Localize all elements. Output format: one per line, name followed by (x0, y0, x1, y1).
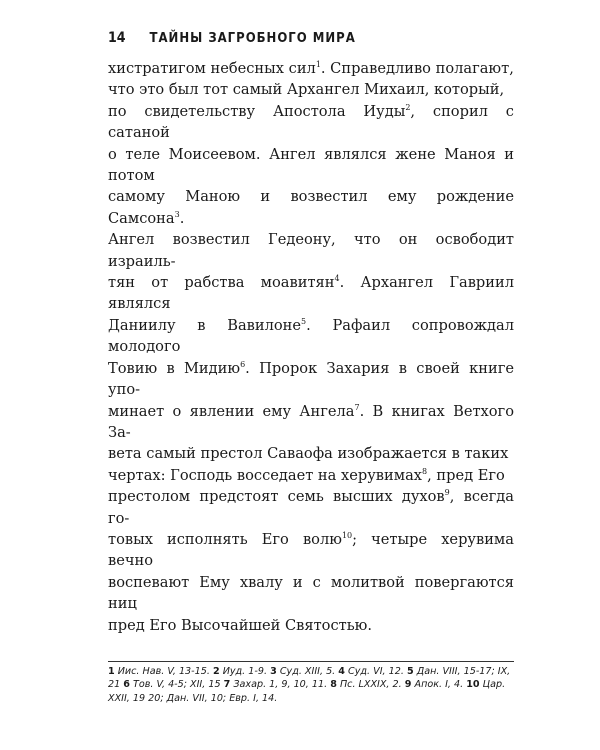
footnote-reference: Иуд. 1-9. (222, 666, 267, 677)
body-line (108, 615, 514, 636)
body-line (108, 465, 514, 486)
footnotes (108, 665, 516, 705)
body-text-span: , всегда го- (108, 488, 514, 527)
body-line (108, 358, 514, 401)
body-text-span: по свидетельству Апостола Иуды (108, 102, 406, 120)
footnote-number: 2 (212, 666, 220, 677)
body-text-span: хистратигом небесных сил (108, 60, 316, 77)
footnote-number: 8 (330, 679, 337, 691)
body-text-span: воспевают Ему хвалу и с молитвой повергаются ниц (108, 573, 514, 613)
body-text-span: Ангел возвестил Гедеону, что он освободит израиль- (108, 231, 514, 270)
body-text-span: товых исполнять Его волю (108, 530, 342, 548)
body-text-span: . В книгах Ветхого За- (108, 402, 514, 441)
body-text-span: самому Маною и возвестил ему рождение Самсона (108, 188, 514, 227)
body-line (108, 486, 514, 529)
body-line (108, 272, 514, 315)
footnote-marker: 9 (444, 488, 450, 498)
body-line (108, 101, 514, 144)
footnote-marker: 5 (301, 317, 307, 327)
footnote-marker: 1 (315, 60, 321, 70)
footnote-reference: Апок. I, 4. (414, 679, 464, 691)
body-text-span: Товию в Мидию (108, 359, 241, 377)
body-text-span: тян от рабства моавитян (108, 274, 335, 292)
body-line (108, 572, 514, 615)
body-text-span: вета самый престол Саваофа изображается в таких (108, 445, 509, 463)
body-text-span: что это был тот самый Архангел Михаил, который, (108, 81, 505, 99)
body-text-span: . Пророк Захария в своей книге упо- (108, 359, 514, 399)
footnote-marker: 3 (174, 209, 180, 219)
body-text-span: пред Его Высочайшей Святостью. (108, 616, 372, 634)
page-number: 14 (108, 30, 126, 46)
body-text-span: , спорил с сатаной (108, 102, 514, 142)
body-line (108, 315, 514, 358)
footnote-number: 1 (108, 666, 115, 677)
footnote-marker: 7 (354, 402, 360, 412)
footnote-reference: Пс. LXXIX, 2. (339, 679, 402, 691)
body-text-span: . (179, 209, 185, 227)
footnote-reference: Суд. XIII, 5. (279, 666, 336, 677)
footnote-number: 6 (123, 679, 130, 691)
footnote-reference: Суд. VI, 12. (348, 666, 404, 677)
footnote-number: 7 (223, 679, 231, 691)
body-line (108, 79, 514, 100)
body-line (108, 529, 514, 572)
footnote-reference: Иис. Нав. V, 13-15. (117, 666, 210, 677)
body-text-span: . Архангел Гавриил являлся (108, 274, 514, 313)
running-title: ТАЙНЫ ЗАГРОБНОГО МИРА (149, 31, 356, 46)
body-text-span: престолом предстоят семь высших духов (108, 488, 445, 506)
body-text-span: ; четыре херувима вечно (108, 530, 514, 570)
footnote-reference: Тов. V, 4-5; XII, 15 (133, 679, 221, 691)
footnote-reference: Захар. 1, 9, 10, 11. (233, 679, 328, 691)
footnote-number: 10 (466, 679, 480, 691)
body-text-span: . Рафаил сопровождал молодого (108, 316, 514, 356)
body-line (108, 229, 514, 272)
body-text-span: о теле Моисеевом. Ангел являлся жене Маноя и потом (108, 145, 514, 185)
footnote-reference: Цар. XXII, 19 20; Дан. VII, 10; Евр. I, 14. (108, 679, 506, 704)
body-text-span: . Справедливо полагают, (320, 60, 514, 77)
body-text-span: минает о явлении ему Ангела (108, 402, 355, 420)
page-header (108, 30, 356, 46)
body-text-span: чертах: Господь восседает на херувимах (108, 466, 423, 484)
body-line (108, 443, 514, 464)
footnote-marker: 6 (240, 359, 246, 369)
footnote-number: 5 (406, 666, 414, 677)
body-line (108, 58, 514, 79)
body-line (108, 401, 514, 444)
footnote-marker: 2 (405, 102, 411, 112)
body-text-span: Даниилу в Вавилоне (108, 316, 302, 334)
footnote-divider (108, 661, 514, 662)
body-line (108, 144, 514, 187)
body-line (108, 186, 514, 229)
footnote-number: 4 (338, 666, 345, 677)
footnote-reference: Дан. VIII, 15-17; IX, 21 (108, 666, 511, 691)
footnote-marker: 4 (334, 274, 340, 284)
body-text (108, 58, 514, 636)
footnote-marker: 10 (341, 531, 353, 541)
footnote-number: 9 (404, 679, 412, 691)
footnote-number: 3 (270, 666, 277, 677)
footnote-marker: 8 (422, 466, 428, 476)
body-text-span: , пред Его (427, 466, 505, 484)
